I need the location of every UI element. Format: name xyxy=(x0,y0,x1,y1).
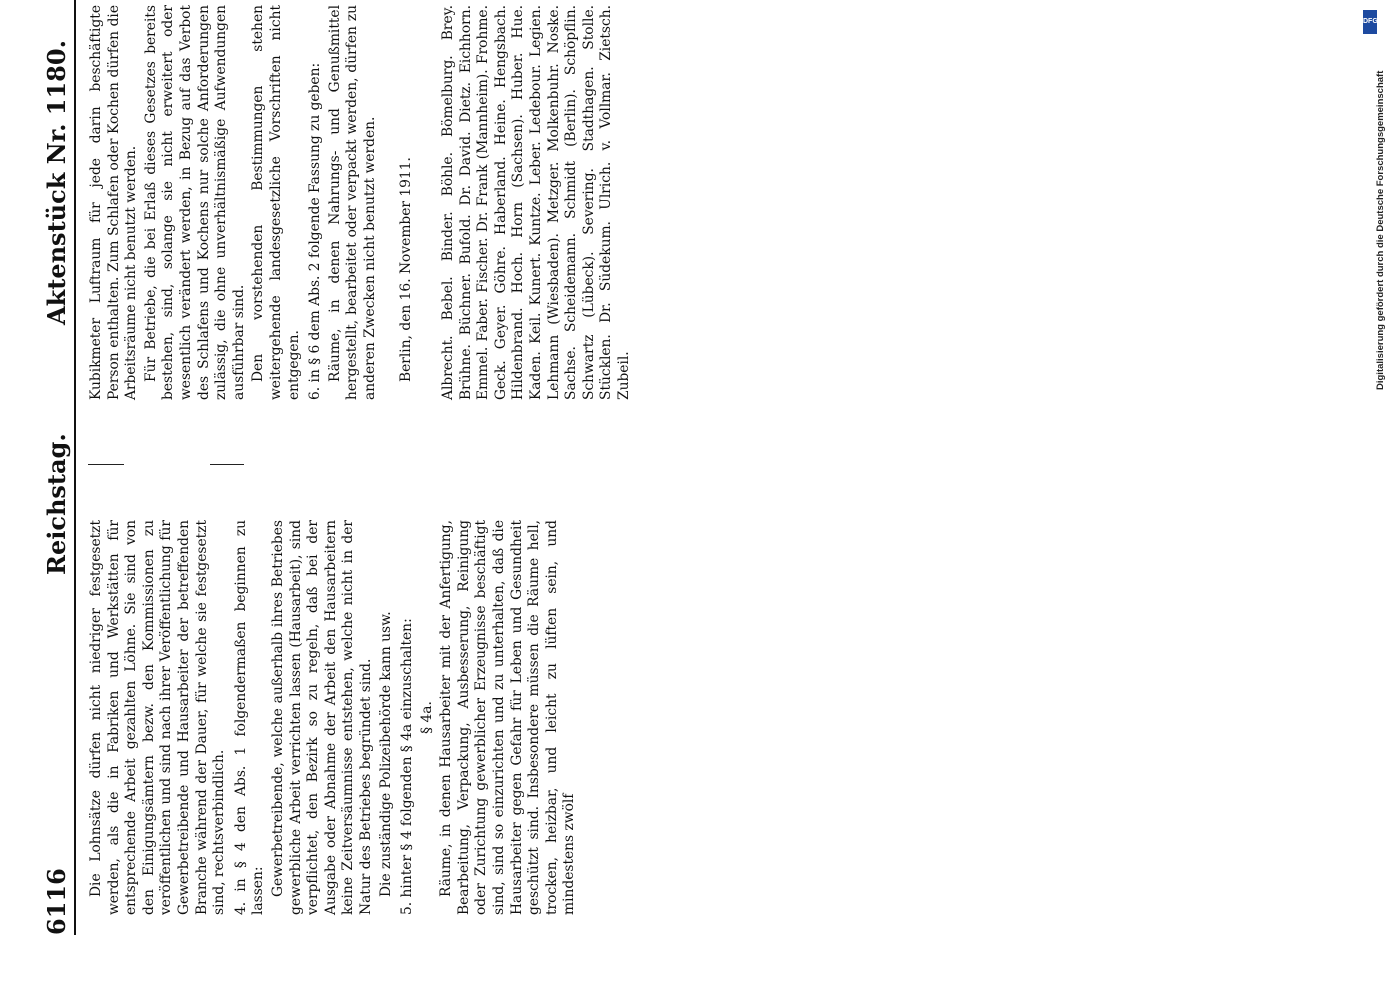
list-item-6: 6. in § 6 dem Abs. 2 folgende Fassung zu geben: xyxy=(307,62,324,400)
list-item-4: 4. in § 4 den Abs. 1 folgendermaßen beginnen zu lassen: xyxy=(232,520,267,915)
margin-credit xyxy=(1363,10,1386,390)
dfg-logo: DFG xyxy=(1363,10,1377,34)
paragraph: Kubikmeter Luftraum für jede darin beschäftigte Person enthalten. Zum Schlafen oder Kochen dürfen die Arbeitsräume nicht benutzt werden. xyxy=(88,5,140,400)
paragraph: Gewerbetreibende, welche außerhalb ihres Betriebes gewerbliche Arbeit verrichten lassen (Hausarbeit), sind verpflichtet, den Bezirk so zu regeln, daß bei der Ausgabe oder Abnahme der Arbeit den Hausarbeitern keine Zeitversäumnisse entstehen, welche nicht in der Natur des Betriebes begründet sind. xyxy=(269,520,374,915)
digitization-credit: Digitalisierung gefördert durch die Deutsche Forschungsgemeinschaft xyxy=(1375,70,1386,390)
document-number: Aktenstück Nr. 1180. xyxy=(42,40,71,325)
section-heading: § 4a. xyxy=(418,701,435,734)
signatories: Albrecht. Bebel. Binder. Böhle. Bömelburg. Brey. Brühne. Büchner. Bufold. Dr. David. Dietz. Eichhorn. Emmel. Faber. Fischer. Dr. Frank (Mannheim). Frohme. Geck. Geyer. Göhre. Haberland. Heine. Hengsbach. Hildenbrand. Hoch. Horn (Sachsen). Huber. Hue. Kaden. Keil. Kunert. Kuntze. Leber. Ledebour. Legien. Lehmann (Wiesbaden). Metzger. Molkenbuhr. Noske. Sachse. Scheidemann. Schmidt (Berlin). Schöpflin. Schwartz (Lübeck). Severing. Stadthagen. Stolle. Stücklen. Dr. Südekum. Ulrich. v. Vollmar. Zietsch. Zubeil. xyxy=(440,5,632,400)
page-number: 6116 xyxy=(42,868,71,935)
column-divider xyxy=(88,464,124,465)
paragraph: Räume, in denen Hausarbeiter mit der Anfertigung, Bearbeitung, Verpackung, Ausbesserung, Reinigung oder Zurichtung gewerblicher Erzeugnisse beschäftigt sind, sind so einzurichten und zu unterhalten, daß die Hausarbeiter gegen Gefahr für Leben und Gesundheit geschützt sind. Insbesondere müssen die Räume hell, trocken, heizbar, und leicht zu lüften sein, und mindestens zwölf xyxy=(438,520,578,915)
list-item-5: 5. hinter § 4 folgenden § 4a einzuschalten: xyxy=(399,618,416,915)
left-column xyxy=(88,520,581,915)
date-line: Berlin, den 16. November 1911. xyxy=(397,157,414,382)
right-column xyxy=(88,5,417,400)
paragraph: Den vorstehenden Bestimmungen stehen weitergehende landesgesetzliche Vorschriften nicht entgegen. xyxy=(250,5,302,400)
page-header xyxy=(40,0,76,935)
paragraph: Die zuständige Polizeibehörde kann usw. xyxy=(377,611,394,897)
paragraph: Für Betriebe, die bei Erlaß dieses Gesetzes bereits bestehen, sind, solange sie nicht erweitert oder wesentlich verändert werden, in Bezug auf das Verbot des Schlafens und Kochens nur solche Anforderungen zulässig, die ohne unverhältnismäßige Aufwendungen ausführbar sind. xyxy=(142,5,247,400)
paragraph: Räume, in denen Nahrungs- und Genußmittel hergestellt, bearbeitet oder verpackt werden, dürfen zu anderen Zwecken nicht benutzt werden. xyxy=(326,5,378,400)
document-page xyxy=(40,0,740,935)
paragraph: Die Lohnsätze dürfen nicht niedriger festgesetzt werden, als die in Fabriken und Werkstätten für entsprechende Arbeit gezahlten Löhne. Sie sind von den Einigungsämtern bezw. den Kommissionen zu veröffentlichen und sind nach ihrer Veröffentlichung für Gewerbetreibende und Hausarbeiter der betreffenden Branche während der Dauer, für welche sie festgesetzt sind, rechtsverbindlich. xyxy=(88,520,228,915)
column-divider xyxy=(210,464,244,465)
page-title: Reichstag. xyxy=(42,433,71,575)
